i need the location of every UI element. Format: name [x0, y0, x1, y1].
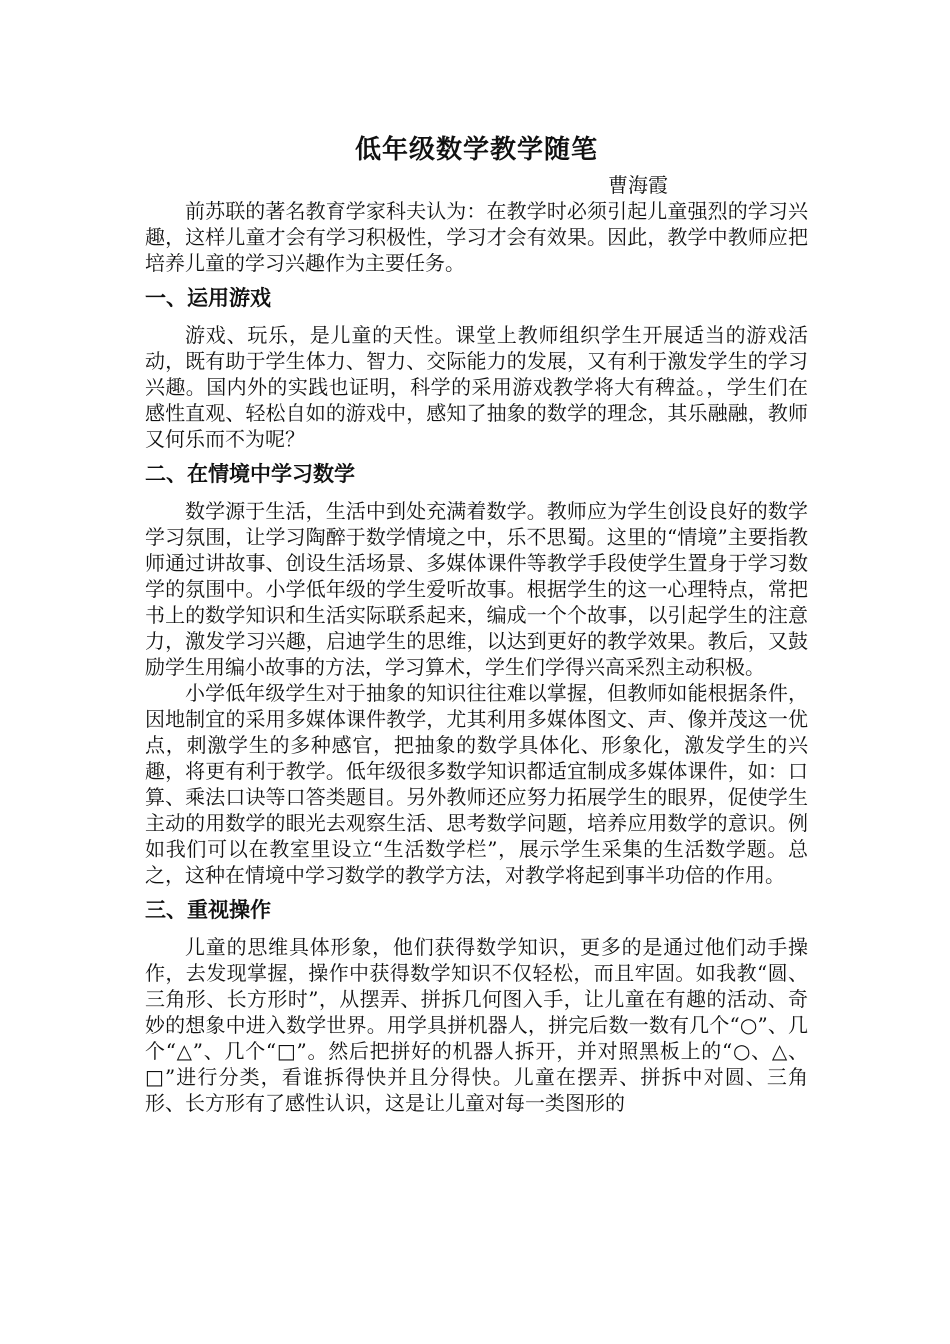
- section-1: [145, 285, 808, 452]
- section-heading: 二、在情境中学习数学: [145, 462, 355, 486]
- section-paragraph: 儿童的思维具体形象，他们获得数学知识，更多的是通过他们动手操作，去发现掌握，操作中获得数学知识不仅轻松，而且牢固。如我教“圆、三角形、长方形时”，从摆弄、拼拆几何图入手，让儿童在有趣的活动、奇妙的想象中进入数学世界。用学具拼机器人，拼完后数一数有几个“○”、几个“△”、几个“□”。然后把拼好的机器人拆开，并对照黑板上的“○、△、□”进行分类，看谁拆得快并且分得快。儿童在摆弄、拼拆中对圆、三角形、长方形有了感性认识，这是让儿童对每一类图形的: [145, 935, 808, 1115]
- section-paragraph: 数学源于生活，生活中到处充满着数学。教师应为学生创设良好的数学学习氛围，让学习陶醉于数学情境之中，乐不思蜀。这里的“情境”主要指教师通过讲故事、创设生活场景、多媒体课件等教学手段使学生置身于学习数学的氛围中。小学低年级的学生爱听故事。根据学生的这一心理特点，常把书上的数学知识和生活实际联系起来，编成一个个故事，以引起学生的注意力，激发学习兴趣，启迪学生的思维，以达到更好的教学效果。教后，又鼓励学生用编小故事的方法，学习算术，学生们学得兴高采烈主动积极。: [145, 499, 808, 679]
- section-3: [145, 897, 808, 1116]
- document-page: [145, 128, 808, 1116]
- section-paragraph: 游戏、玩乐，是儿童的天性。课堂上教师组织学生开展适当的游戏活动，既有助于学生体力、智力、交际能力的发展，又有利于激发学生的学习兴趣。国内外的实践也证明，科学的采用游戏教学将大有稗益。，学生们在感性直观、轻松自如的游戏中，感知了抽象的数学的理念，其乐融融，教师又何乐而不为呢？: [145, 323, 808, 451]
- section-heading: 一、运用游戏: [145, 286, 271, 310]
- document-author: 曹海霞: [608, 173, 668, 197]
- section-paragraph: 小学低年级学生对于抽象的知识往往难以掌握，但教师如能根据条件，因地制宜的采用多媒体课件教学，尤其利用多媒体图文、声、像并茂这一优点，刺激学生的多种感官，把抽象的数学具体化、形象化，激发学生的兴趣，将更有利于教学。低年级很多数学知识都适宜制成多媒体课件，如：口算、乘法口诀等口答类题目。另外教师还应努力拓展学生的眼界，促使学生主动的用数学的眼光去观察生活、思考数学问题，培养应用数学的意识。例如我们可以在教室里设立“生活数学栏”，展示学生采集的生活数学题。总之，这种在情境中学习数学的教学方法，对教学将起到事半功倍的作用。: [145, 681, 808, 887]
- intro-paragraph: 前苏联的著名教育学家科夫认为：在教学时必须引起儿童强烈的学习兴趣，这样儿童才会有学习积极性，学习才会有效果。因此，教学中教师应把培养儿童的学习兴趣作为主要任务。: [145, 199, 808, 275]
- section-heading: 三、重视操作: [145, 898, 271, 922]
- section-2: [145, 461, 808, 888]
- document-title: 低年级数学教学随笔: [354, 135, 598, 165]
